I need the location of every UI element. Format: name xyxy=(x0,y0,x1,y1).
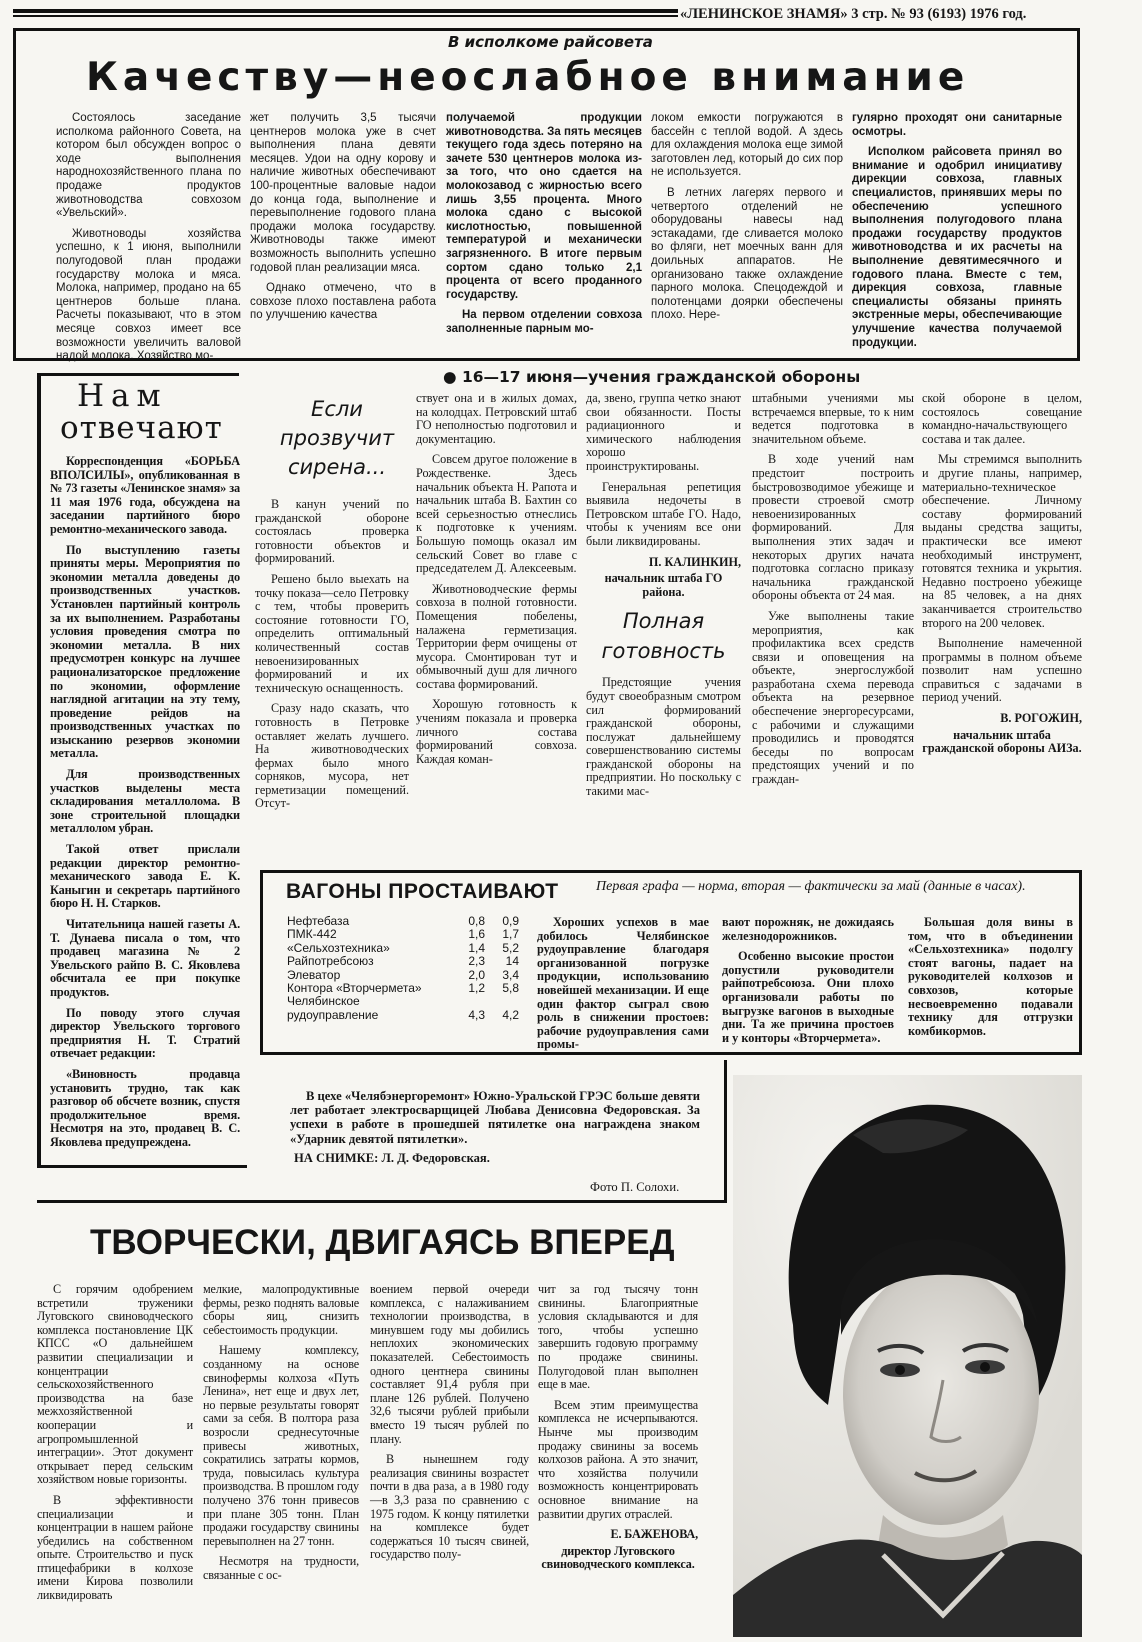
wagons-row-name: Контора «Вторчермета» xyxy=(287,981,422,996)
wagons-row-actual: 4,2 xyxy=(502,1007,519,1022)
top-story-col-4: локом емкости погружаются в бассейн с теплой водой. А здесь для охлаждения молока еще зимой заготовлен лед, который до сих пор не используется. В летних лагерях первого и четвертого отделений не оборудованы навесы над эстакадами, где сливается молоко во фляги, нет моечных ванн для доильных аппаратов. Не организовано также охлаждение парного молока. Спецодеждой и полотенцами доярки обеспечены плохо. Нере- xyxy=(651,112,843,322)
wagons-row-norm: 2,3 xyxy=(468,954,485,969)
portrait-photo xyxy=(733,1075,1082,1637)
top-story-col-3: получаемой продукции животноводства. За пять месяцев текущего года здесь потеряно на зачете 530 центнеров молока из-за того, что оно сдается на молокозавод с жирностью всего лишь 3,55 процента. Много молока сдано с высокой кислотностью, повышенной температурой и механически загрязненного. В итоге первым сортом сдано только 2,1 процента от всего проданного государству. На первом отделении совхоза заполненные парным мо- xyxy=(446,112,642,335)
creative-col-3: воением первой очереди комплекса, с налаживанием технологии производства, в минувшем году мы добились неплохих экономических показателей. Себестоимость одного центнера свинины составляет 91,4 рубля при плане 126 рублей. Получено 32,6 тысячи рублей прибыли вместо 19 тысяч рублей по плану. В нынешнем году реализация свинины возрастет почти в два раза, а в 1980 году—в 3,3 раза по сравнению с 1975 годом. К концу пятилетки на комплексе будет содержаться 10 тысяч свиней, государство полу- xyxy=(370,1282,529,1562)
wagons-table-row xyxy=(287,982,519,995)
civil-defense-col-3: да, звено, группа четко знают свои обязанности. Посты радиационного и химического наблюдения хорошо проинструктированы. Генеральная репетиция выявила недочеты в Петровском штабе ГО. Надо, чтобы к учениям все они были ликвидированы. П. КАЛИНКИН, начальник штаба ГО района. Полная готовность Предстоящие учения будут своеобразным смотром сил формирований гражданской обороны, послужат дальнейшему совершенствованию системы гражданской обороны на предприятии. Но поскольку с такими мас- xyxy=(586,391,741,799)
top-story-col-1: Состоялось заседание исполкома районного Совета, на котором был обсужден вопрос о ходе выполнения народнохозяйственного плана по продаже продуктов животноводства совхозом «Увельский». Животноводы хозяйства успешно, к 1 июня, выполнили полугодовой план продажи государству молока и мяса. Молока, например, продано на 65 центнеров больше плана. Расчеты показывают, что в этом месяце совхоз имеет все возможности увеличить валовой надой молока. Хозяйство мо- xyxy=(56,112,241,363)
wagons-row-name: «Сельхозтехника» xyxy=(287,940,390,955)
top-story-kicker: В исполкоме райсовета xyxy=(444,33,657,51)
wagons-col-1: Хороших успехов в мае добилось Челябинское рудоуправление благодаря организованной погрузке продукции, использованию новейшей механизации. И еще один фактор сыграл свою роль в снижении простоев: рабочие рудоуправления сами промы- xyxy=(537,915,709,1052)
full-readiness-subhead-1: Полная xyxy=(622,609,705,634)
creative-col-4: чит за год тысячу тонн свинины. Благоприятные условия складываются и для того, чтобы успешно завершить годовую программу по продаже свинины. Полугодовой план выполнен еще в мае. Всем этим преимущества комплекса не исчерпываются. Нынче мы производим продажу свинины за восемь колхозов района. А это значит, что хозяйства получили возможность концентрировать основное внимание на развитии других отраслей. Е. БАЖЕНОВА, директор Луговского свиноводческого комплекса. xyxy=(538,1282,698,1572)
wagons-row-name: Нефтебаза xyxy=(287,914,350,928)
wagons-row-name: Райпотребсоюз xyxy=(287,954,374,969)
wagons-row-norm: 0,8 xyxy=(468,914,485,928)
siren-subhead: Если прозвучит сирена... xyxy=(279,397,395,479)
masthead: «ЛЕНИНСКОЕ ЗНАМЯ» 3 стр. № 93 (6193) 1976 год. xyxy=(680,6,1027,22)
answers-column: Корреспонденция «БОРЬБА ВПОЛСИЛЫ», опубликованная в № 73 газеты «Ленинское знамя» за 11 мая 1976 года, обсуждена на заседании партийного бюро ремонтно-механического завода. По выступлению газеты приняты меры. Мероприятия по экономии металла доведены до производственных участков. Установлен партийный контроль за их выполнением. Разработаны условия проведения смотра по экономии металла. В них предусмотрен конкурс на лучшее рационализаторское предложение по экономии, оформление наглядной агитации на эту тему, проведение рейдов на производственных участках по изысканию резервов экономии металла. Для производственных участков выделены места складирования металлолома. В зоне строительной площадки металлолом убран. Такой ответ прислали редакции директор ремонтно-механического завода Е. К. Каныгин и секретарь партийного бюро Н. Н. Старков. Читательница нашей газеты А. Т. Дунаева писала о том, что продавец магазина № 2 Увельского райпо В. С. Яковлева обсчитала ее при покупке продуктов. По поводу этого случая директор Увельского торгового предприятия Н. Т. Стратий отвечает редакции: «Виновность продавца установить трудно, так как разговор об обсчете возник, спустя продолжительное время. Несмотря на это, продавец В. С. Яковлева предупреждена. xyxy=(50,454,240,1149)
wagons-col-2: вают порожняк, не дожидаясь железнодорожников. Особенно высокие простои допустили руководители райпотребсоюза. Они плохо организовали работы по выгрузке вагонов в выходные дни. Та же причина простоев и у конторы «Вторчермета». xyxy=(722,915,894,1045)
portrait-photo-drawing xyxy=(733,1075,1082,1637)
wagons-table-row xyxy=(287,928,519,941)
creative-col-1: С горячим одобрением встретили труженики Луговского свиноводческого комплекса постановление ЦК КПСС «О дальнейшем развитии специализации и концентрации сельскохозяйственного производства на базе межхозяйственной кооперации и агропромышленной интеграции». Этот документ открывает перед сельским хозяйством новые горизонты. В эффективности специализации и концентрации в нашем районе убедились на собственном опыте. Строительство и пуск птицефабрики в колхозе имени Кирова позволили ликвидировать xyxy=(37,1282,193,1603)
wagons-row-name: Челябинское xyxy=(287,994,360,1009)
wagons-table-row xyxy=(287,995,519,1008)
wagons-row-actual: 5,2 xyxy=(502,940,519,955)
wagons-row-name: рудоуправление xyxy=(287,1007,379,1022)
wagons-row-norm: 2,0 xyxy=(468,967,485,982)
wagons-row-actual xyxy=(485,995,519,1008)
photo-caption: В цехе «Челябэнергоремонт» Южно-Уральской ГРЭС больше девяти лет работает электросварщицей Любава Денисовна Федоровская. За успехи в работе в прошедшей пятилетке она награждена знаком «Ударник девятой пятилетки». xyxy=(290,1089,700,1146)
wagons-row-name: ПМК-442 xyxy=(287,927,337,942)
answers-headline-1: Нам xyxy=(77,378,168,414)
civil-defense-col-5: ской обороне в целом, состоялось совещание командно-начальствующего состава и так далее. Мы стремимся выполнить и другие планы, например, материально-техническое обеспечение. Личному составу формирований выданы средства защиты, практически все имеют необходимый инструмент, готовятся техника и укрытия. Недавно построено убежище на 85 человек, а на днях заканчивается строительство второго на 200 человек. Выполнение намеченной программы в полном объеме позволит нам успешно справиться с задачами в период учений. В. РОГОЖИН, начальник штаба гражданской обороны АИЗа. xyxy=(922,391,1082,756)
wagons-table-row xyxy=(287,942,519,955)
bullet-icon: ● xyxy=(443,368,457,386)
wagons-row-actual: 1,7 xyxy=(502,927,519,942)
answers-headline-2: отвечают xyxy=(60,410,223,446)
civil-defense-col-1: В канун учений по гражданской обороне состоялась проверка готовности объектов и формирований. Решено было выехать на точку показа—село Петровку с тем, чтобы проверить состояние готовности ГО, определить оптимальный количественный состав невоенизированных формирований и их техническую оснащенность. Сразу надо сказать, что готовность в Петровке оставляет желать лучшего. На животноводческих фермах было много сорняков, мусора, нет герметизации помещений. Отсут- xyxy=(255,497,409,811)
wagons-headline: ВАГОНЫ ПРОСТАИВАЮТ xyxy=(286,880,559,903)
wagons-col-3: Большая доля вины в том, что в объединении «Сельхозтехника» подолгу стоят вагоны, падает на руководителей колхозов и совхозов, которые несвоевременно подавали технику для отгрузки комбикормов. xyxy=(908,915,1073,1038)
wagons-row-name: Элеватор xyxy=(287,967,341,982)
wagons-table-row xyxy=(287,955,519,968)
wagons-row-actual: 14 xyxy=(505,954,519,969)
wagons-row-norm: 1,2 xyxy=(468,981,485,996)
creative-headline: ТВОРЧЕСКИ, ДВИГАЯСЬ ВПЕРЕД xyxy=(90,1223,675,1262)
photo-on-photo: НА СНИМКЕ: Л. Д. Федоровская. xyxy=(294,1151,490,1165)
wagons-table-row xyxy=(287,915,519,928)
wagons-table-row xyxy=(287,1009,519,1022)
wagons-row-actual: 5,8 xyxy=(502,981,519,996)
creative-col-2: мелкие, малопродуктивные фермы, резко поднять валовые сборы яиц, снизить себестоимость продукции. Нашему комплексу, созданному на основе свинофермы колхоза «Путь Ленина», нет еще и двух лет, но первые результаты говорят сами за себя. В полтора раза возросли среднесуточные привесы животных, сократились затраты кормов, труда, повысилась культура производства. В прошлом году получено 376 тонн привесов при плане 305 тонн. План продажи государству свинины перевыполнен на 27 тонн. Несмотря на трудности, связанные с ос- xyxy=(203,1282,359,1582)
full-readiness-subhead-2: готовность xyxy=(601,639,726,664)
top-story-col-5: гулярно проходят они санитарные осмотры. Исполком райсовета принял во внимание и одобрил инициативу дирекции совхоза, главных специалистов, принявших меры по обеспечению успешного выполнения полугодового плана продажи государству продуктов животноводства и их расчеты на выполнение девятимесячного и годового плана. Вместе с тем, дирекция совхоза, главные специалисты обязаны принять экстренные меры, обеспечивающие улучшение качества получаемой продукции. xyxy=(852,112,1062,349)
top-story-col-2: жет получить 3,5 тысячи центнеров молока уже в счет выполнения плана девяти месяцев. Удои на одну корову и наличие животных обеспечивают 100-процентные валовые надои до конца года, выполнение и перевыполнение годового плана продажи молока государству. Животноводы также имеют возможность выполнить успешно годовой план реализации мяса. Однако отмечено, что в совхозе плохо поставлена работа по улучшению качества xyxy=(250,112,436,322)
wagons-note: Первая графа — норма, вторая — фактически за май (данные в часах). xyxy=(596,879,1026,894)
civil-defense-banner: ● 16—17 июня—учения гражданской обороны xyxy=(443,368,861,386)
wagons-row-norm: 1,4 xyxy=(468,940,485,955)
wagons-table xyxy=(287,915,519,1022)
photo-credit: Фото П. Солохи. xyxy=(590,1180,680,1194)
wagons-row-actual: 3,4 xyxy=(502,967,519,982)
civil-defense-col-2: ствует она и в жилых домах, на колодцах. Петровский штаб ГО неполностью подготовил и документацию. Совсем другое положение в Рождественке. Здесь начальник объекта Н. Рапота и начальник штаба В. Бахтин со всей серьезностью отнеслись к подготовке к учениям. Большую помощь оказал им сельский Совет во главе с председателем Д. Алексеевым. Животноводческие фермы совхоза в полной готовности. Помещения побелены, налажена герметизация. Территории ферм очищены от мусора. Смонтирован тут и обмывочный душ для личного состава формирований. Хорошую готовность к учениям показала и проверка личного состава формирований совхоза. Каждая коман- xyxy=(416,391,577,766)
wagons-table-row xyxy=(287,969,519,982)
top-story-headline: Качеству—неослабное внимание xyxy=(86,55,970,100)
wagons-row-norm xyxy=(451,995,485,1008)
wagons-row-norm: 4,3 xyxy=(468,1007,485,1022)
wagons-row-actual: 0,9 xyxy=(502,914,519,928)
wagons-row-norm: 1,6 xyxy=(468,927,485,942)
civil-defense-col-4: штабными учениями мы встречаемся впервые, то к ним ведется подготовка в значительном объеме. В ходе учений нам предстоит построить быстровозводимое убежище и провести строевой смотр невоенизированных формирований. Для выполнения этих задач и некоторых других начата подготовка согласно приказу начальника гражданской обороны объекта от 24 мая. Уже выполнены такие мероприятия, как профилактика всех средств связи и оповещения на объекте, энергослужбой разработана схема перевода объекта на резервное обеспечение энергоресурсами, с рабочими и служащими проводились и проводятся беседы по вопросам предстоящих учений и по граждан- xyxy=(752,391,914,787)
